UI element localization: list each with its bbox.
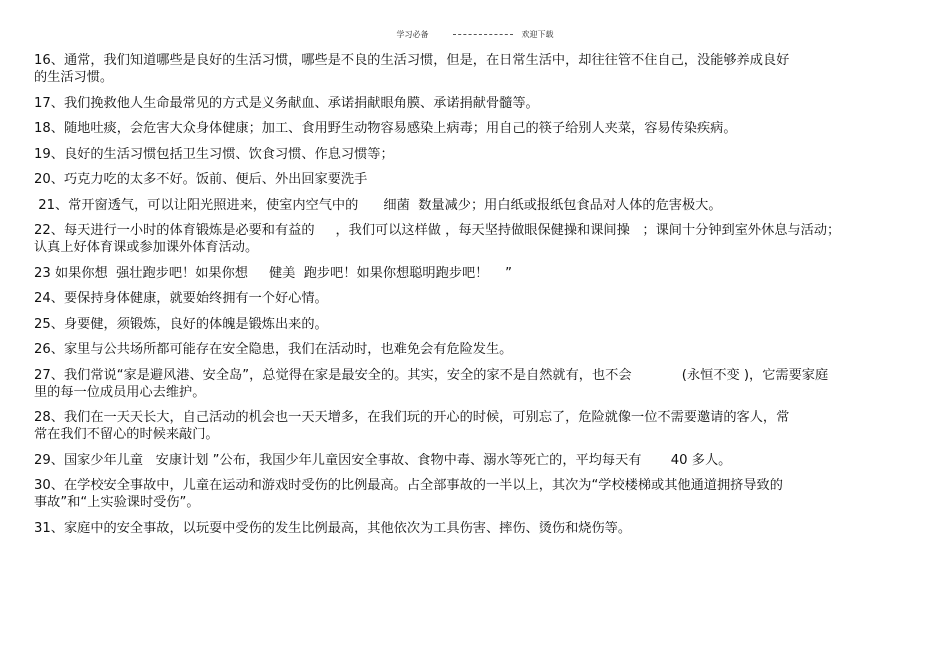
item-31 [34, 520, 914, 537]
item-19 [34, 146, 914, 163]
header-right-text: 欢迎下载 [521, 30, 554, 39]
item-27 [34, 367, 914, 401]
item-27-line-2: 里的每一位成员用心去维护。 [34, 384, 206, 400]
item-20-line-1: 20、巧克力吃的太多不好。饭前、便后、外出回家要洗手 [34, 172, 368, 187]
item-31-line-1: 31、家庭中的安全事故，以玩耍中受伤的发生比例最高，其他依次为工具伤害、摔伤、烫伤和烧伤等。 [34, 520, 632, 536]
item-16 [34, 52, 914, 86]
item-26-line-1: 26、家里与公共场所都可能存在安全隐患，我们在活动时，也难免会有危险发生。 [34, 342, 513, 357]
item-28-line-2: 常在我们不留心的时候来敲门。 [34, 427, 219, 442]
item-21-line-1: 21、常开窗透气，可以让阳光照进来，使室内空气中的 细菌 数量减少；用白纸或报纸包食品对人体的危害极大。 [34, 197, 722, 213]
item-27-line-1: 27、我们常说“家是避风港、安全岛”，总觉得在家是最安全的。其实，安全的家不是自然就有，也不会 (永恒不变 )，它需要家庭 [34, 367, 829, 383]
item-28 [34, 409, 914, 443]
item-29 [34, 452, 914, 469]
item-25 [34, 316, 914, 333]
item-24-line-1: 24、要保持身体健康，就要始终拥有一个好心情。 [34, 291, 328, 306]
item-22 [34, 222, 914, 256]
item-25-line-1: 25、身要健，须锻炼，良好的体魄是锻炼出来的。 [34, 316, 328, 332]
header-left-text: 学习必备 [396, 30, 429, 39]
item-19-line-1: 19、良好的生活习惯包括卫生习惯、饮食习惯、作息习惯等； [34, 146, 394, 162]
item-30-line-1: 30、在学校安全事故中，儿童在运动和游戏时受伤的比例最高。占全部事故的一半以上，其次为“学校楼梯或其他通道拥挤导致的 [34, 478, 783, 493]
header-dashed-rule [453, 34, 513, 35]
item-28-line-1: 28、我们在一天天长大，自己活动的机会也一天天增多，在我们玩的开心的时候，可别忘了，危险就像一位不需要邀请的客人，常 [34, 410, 790, 425]
item-29-line-1: 29、国家少年儿童 安康计划 ”公布，我国少年儿童因安全事故、食物中毒、溺水等死亡的，平均每天有 40 多人。 [34, 452, 732, 468]
item-24 [34, 290, 914, 307]
item-30-line-2: 事故”和“上实验课时受伤”。 [34, 495, 200, 510]
item-17 [34, 95, 914, 112]
item-18 [34, 120, 914, 137]
item-22-line-2: 认真上好体育课或参加课外体育活动。 [34, 240, 259, 255]
page-header [0, 30, 950, 40]
item-26 [34, 341, 914, 358]
item-16-line-1: 16、通常，我们知道哪些是良好的生活习惯，哪些是不良的生活习惯，但是，在日常生活中，却往往管不住自己，没能够养成良好 [34, 53, 790, 68]
item-20 [34, 171, 914, 188]
item-23-line-1: 23 如果你想 强壮跑步吧！如果你想 健美 跑步吧！如果你想聪明跑步吧！ ” [34, 265, 512, 281]
item-30 [34, 477, 914, 511]
item-22-line-1: 22、每天进行一小时的体育锻炼是必要和有益的 ，我们可以这样做 ，每天坚持做眼保健操和课间操 ；课间十分钟到室外休息与活动； [34, 223, 841, 238]
item-23 [34, 265, 914, 282]
document-body [34, 52, 914, 545]
item-18-line-1: 18、随地吐痰，会危害大众身体健康；加工、食用野生动物容易感染上病毒；用自己的筷子给别人夹菜，容易传染疾病。 [34, 121, 737, 136]
item-16-line-2: 的生活习惯。 [34, 70, 114, 85]
item-17-line-1: 17、我们挽救他人生命最常见的方式是义务献血、承诺捐献眼角膜、承诺捐献骨髓等。 [34, 95, 539, 111]
item-21 [34, 197, 914, 214]
